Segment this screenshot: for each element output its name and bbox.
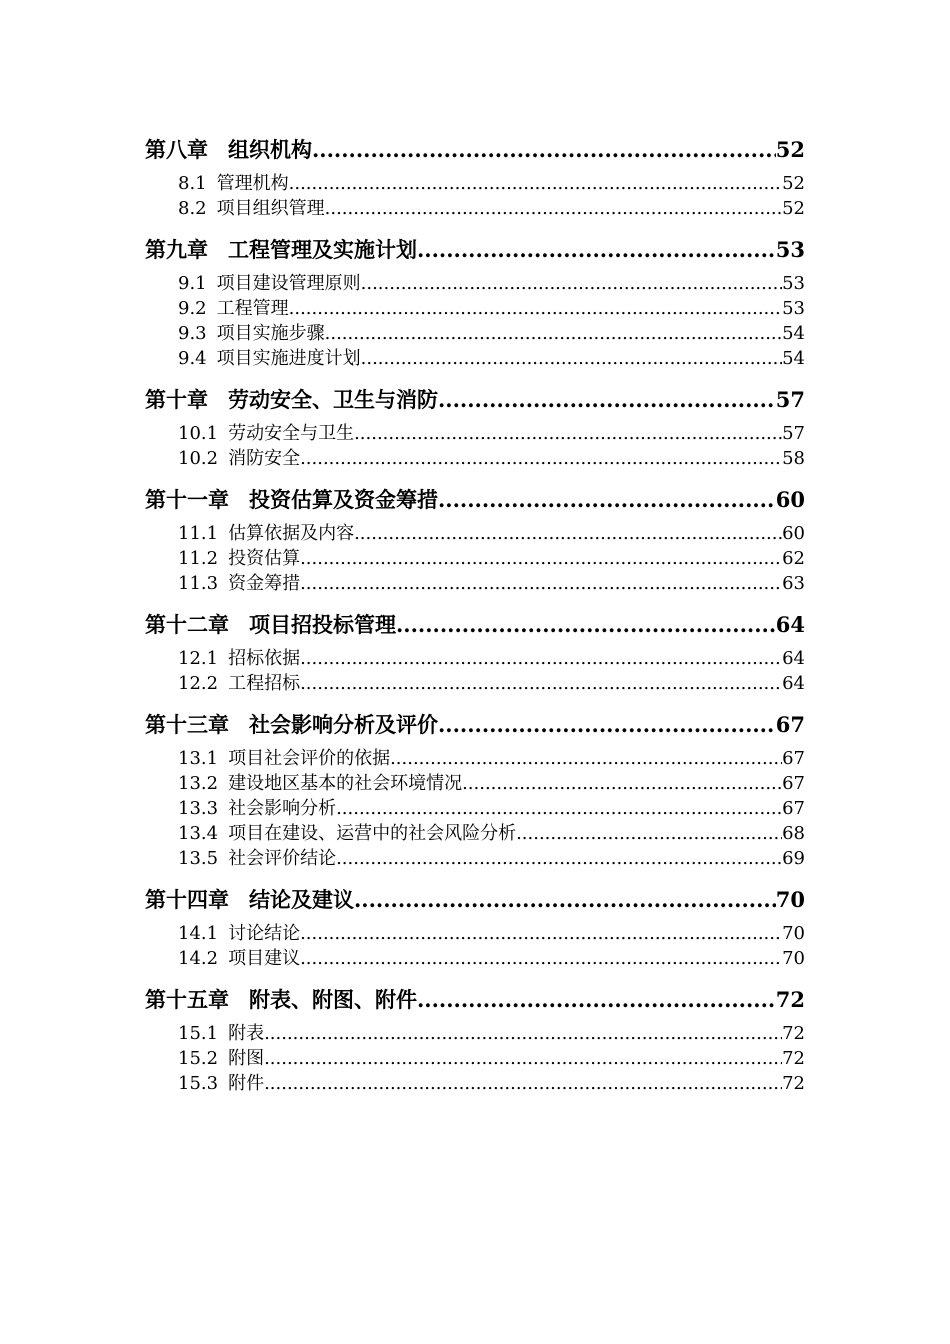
toc-section-label <box>178 821 516 846</box>
toc-section-entry[interactable] <box>145 446 805 471</box>
toc-section-entry[interactable] <box>145 1046 805 1071</box>
toc-section-label <box>178 1021 264 1046</box>
page-number: 57 <box>782 423 805 444</box>
dot-leader <box>354 883 776 916</box>
toc-section-entry[interactable] <box>145 571 805 596</box>
section-title: 资金筹措 <box>228 573 301 594</box>
page-number: 54 <box>782 348 805 369</box>
dot-leader <box>516 821 782 846</box>
section-number: 13.1 <box>178 748 219 769</box>
page-number: 63 <box>782 573 805 594</box>
dot-leader <box>300 571 782 596</box>
toc-section-label <box>178 796 336 821</box>
page-number: 70 <box>775 887 805 912</box>
chapter-number: 第十三章 <box>145 712 229 737</box>
toc-section-entry[interactable] <box>145 1021 805 1046</box>
page-number: 72 <box>782 1048 805 1069</box>
section-title: 项目社会评价的依据 <box>228 748 391 769</box>
dot-leader <box>300 646 782 671</box>
section-title: 工程管理 <box>216 298 289 319</box>
section-number: 9.1 <box>178 273 207 294</box>
page-number: 52 <box>775 137 805 162</box>
toc-section-entry[interactable] <box>145 796 805 821</box>
toc-chapter-entry[interactable] <box>145 383 805 416</box>
toc-section-label <box>178 321 325 346</box>
chapter-number: 第十二章 <box>145 612 229 637</box>
page-number: 64 <box>782 673 805 694</box>
page-number: 67 <box>782 798 805 819</box>
toc-chapter-label <box>145 708 438 741</box>
chapter-title: 组织机构 <box>228 137 312 162</box>
section-title: 项目实施进度计划 <box>216 348 361 369</box>
page-number: 72 <box>782 1023 805 1044</box>
page-number: 53 <box>782 273 805 294</box>
page-number: 54 <box>782 323 805 344</box>
section-title: 讨论结论 <box>228 923 301 944</box>
section-number: 9.2 <box>178 298 207 319</box>
section-title: 项目建议 <box>228 948 301 969</box>
dot-leader <box>438 483 776 516</box>
section-number: 11.2 <box>178 548 219 569</box>
dot-leader <box>300 921 782 946</box>
section-title: 附图 <box>228 1048 265 1069</box>
toc-chapter-entry[interactable] <box>145 483 805 516</box>
section-title: 项目组织管理 <box>216 198 325 219</box>
section-number: 13.5 <box>178 848 219 869</box>
dot-leader <box>361 271 782 296</box>
toc-section-label <box>178 446 300 471</box>
dot-leader <box>264 1071 782 1096</box>
section-number: 13.3 <box>178 798 219 819</box>
section-number: 14.1 <box>178 923 219 944</box>
chapter-title: 工程管理及实施计划 <box>228 237 417 262</box>
chapter-number: 第十五章 <box>145 987 229 1012</box>
toc-section-label <box>178 671 300 696</box>
toc-section-entry[interactable] <box>145 821 805 846</box>
section-number: 14.2 <box>178 948 219 969</box>
dot-leader <box>289 296 782 321</box>
toc-chapter-label <box>145 608 396 641</box>
dot-leader <box>264 1021 782 1046</box>
page-number: 62 <box>782 548 805 569</box>
section-title: 管理机构 <box>216 173 289 194</box>
toc-section-entry[interactable] <box>145 746 805 771</box>
dot-leader <box>300 446 782 471</box>
section-number: 15.3 <box>178 1073 219 1094</box>
toc-section-entry[interactable] <box>145 771 805 796</box>
toc-section-entry[interactable] <box>145 271 805 296</box>
section-number: 12.2 <box>178 673 219 694</box>
toc-chapter-entry[interactable] <box>145 708 805 741</box>
page-number: 52 <box>782 173 805 194</box>
page-number: 69 <box>782 848 805 869</box>
toc-section-label <box>178 1046 264 1071</box>
toc-section-entry[interactable] <box>145 321 805 346</box>
chapter-title: 项目招投标管理 <box>249 612 396 637</box>
toc-section-label <box>178 296 289 321</box>
toc-section-entry[interactable] <box>145 196 805 221</box>
toc-section-label <box>178 1071 264 1096</box>
page-number: 70 <box>782 923 805 944</box>
section-number: 13.4 <box>178 823 219 844</box>
section-number: 10.2 <box>178 448 219 469</box>
page-number: 72 <box>775 987 805 1012</box>
chapter-number: 第八章 <box>145 137 208 162</box>
toc-chapter-entry[interactable] <box>145 608 805 641</box>
dot-leader <box>336 796 782 821</box>
section-title: 社会评价结论 <box>228 848 337 869</box>
page-number: 60 <box>775 487 805 512</box>
dot-leader <box>417 233 776 266</box>
toc-section-label <box>178 171 289 196</box>
section-title: 估算依据及内容 <box>228 523 355 544</box>
page-number: 60 <box>782 523 805 544</box>
section-number: 15.2 <box>178 1048 219 1069</box>
toc-section-label <box>178 421 354 446</box>
toc-section-entry[interactable] <box>145 1071 805 1096</box>
page-number: 72 <box>782 1073 805 1094</box>
toc-section-label <box>178 271 361 296</box>
toc-section-label <box>178 346 361 371</box>
chapter-number: 第十四章 <box>145 887 229 912</box>
toc-chapter-label <box>145 883 354 916</box>
table-of-contents <box>145 133 805 1096</box>
section-title: 项目实施步骤 <box>216 323 325 344</box>
toc-section-entry[interactable] <box>145 946 805 971</box>
chapter-number: 第九章 <box>145 237 208 262</box>
toc-chapter-label <box>145 233 417 266</box>
page-number: 53 <box>775 237 805 262</box>
toc-section-label <box>178 546 300 571</box>
toc-section-entry[interactable] <box>145 346 805 371</box>
chapter-title: 社会影响分析及评价 <box>249 712 438 737</box>
page-number: 70 <box>782 948 805 969</box>
dot-leader <box>354 421 782 446</box>
page-number: 64 <box>782 648 805 669</box>
section-number: 12.1 <box>178 648 219 669</box>
section-number: 13.2 <box>178 773 219 794</box>
dot-leader <box>289 171 782 196</box>
section-title: 社会影响分析 <box>228 798 337 819</box>
section-title: 建设地区基本的社会环境情况 <box>228 773 463 794</box>
chapter-number: 第十章 <box>145 387 208 412</box>
dot-leader <box>336 846 782 871</box>
section-title: 附件 <box>228 1073 265 1094</box>
toc-section-entry[interactable] <box>145 546 805 571</box>
dot-leader <box>325 196 782 221</box>
section-title: 项目建设管理原则 <box>216 273 361 294</box>
dot-leader <box>438 383 776 416</box>
toc-chapter-entry[interactable] <box>145 233 805 266</box>
chapter-number: 第十一章 <box>145 487 229 512</box>
toc-chapter-label <box>145 983 417 1016</box>
page-number: 64 <box>775 612 805 637</box>
toc-section-label <box>178 521 354 546</box>
section-number: 9.3 <box>178 323 207 344</box>
toc-chapter-label <box>145 483 438 516</box>
toc-section-entry[interactable] <box>145 171 805 196</box>
toc-section-entry[interactable] <box>145 421 805 446</box>
toc-section-label <box>178 646 300 671</box>
toc-section-label <box>178 571 300 596</box>
section-title: 招标依据 <box>228 648 301 669</box>
toc-chapter-entry[interactable] <box>145 133 805 166</box>
dot-leader <box>312 133 776 166</box>
dot-leader <box>438 708 776 741</box>
section-title: 投资估算 <box>228 548 301 569</box>
page-number: 67 <box>775 712 805 737</box>
dot-leader <box>462 771 782 796</box>
toc-section-entry[interactable] <box>145 921 805 946</box>
dot-leader <box>300 671 782 696</box>
page-number: 67 <box>782 773 805 794</box>
dot-leader <box>300 946 782 971</box>
dot-leader <box>390 746 782 771</box>
dot-leader <box>396 608 776 641</box>
section-number: 10.1 <box>178 423 219 444</box>
chapter-title: 劳动安全、卫生与消防 <box>228 387 438 412</box>
dot-leader <box>264 1046 782 1071</box>
section-number: 8.2 <box>178 198 207 219</box>
section-title: 项目在建设、运营中的社会风险分析 <box>228 823 517 844</box>
toc-section-label <box>178 771 462 796</box>
toc-chapter-entry[interactable] <box>145 883 805 916</box>
toc-section-label <box>178 846 336 871</box>
page-number: 52 <box>782 198 805 219</box>
chapter-title: 结论及建议 <box>249 887 354 912</box>
toc-section-entry[interactable] <box>145 521 805 546</box>
dot-leader <box>417 983 776 1016</box>
toc-section-label <box>178 921 300 946</box>
page-number: 53 <box>782 298 805 319</box>
dot-leader <box>354 521 782 546</box>
dot-leader <box>361 346 782 371</box>
chapter-title: 投资估算及资金筹措 <box>249 487 438 512</box>
chapter-title: 附表、附图、附件 <box>249 987 417 1012</box>
toc-section-label <box>178 746 390 771</box>
toc-section-label <box>178 196 325 221</box>
toc-section-entry[interactable] <box>145 296 805 321</box>
section-number: 15.1 <box>178 1023 219 1044</box>
toc-section-entry[interactable] <box>145 646 805 671</box>
dot-leader <box>300 546 782 571</box>
section-number: 11.3 <box>178 573 219 594</box>
section-title: 劳动安全与卫生 <box>228 423 355 444</box>
page-number: 58 <box>782 448 805 469</box>
section-title: 附表 <box>228 1023 265 1044</box>
dot-leader <box>325 321 782 346</box>
toc-chapter-label <box>145 133 312 166</box>
section-title: 工程招标 <box>228 673 301 694</box>
toc-section-label <box>178 946 300 971</box>
toc-section-entry[interactable] <box>145 671 805 696</box>
toc-section-entry[interactable] <box>145 846 805 871</box>
section-number: 9.4 <box>178 348 207 369</box>
section-title: 消防安全 <box>228 448 301 469</box>
toc-chapter-entry[interactable] <box>145 983 805 1016</box>
section-number: 8.1 <box>178 173 207 194</box>
page-number: 68 <box>782 823 805 844</box>
page-number: 67 <box>782 748 805 769</box>
page-number: 57 <box>775 387 805 412</box>
section-number: 11.1 <box>178 523 219 544</box>
toc-chapter-label <box>145 383 438 416</box>
